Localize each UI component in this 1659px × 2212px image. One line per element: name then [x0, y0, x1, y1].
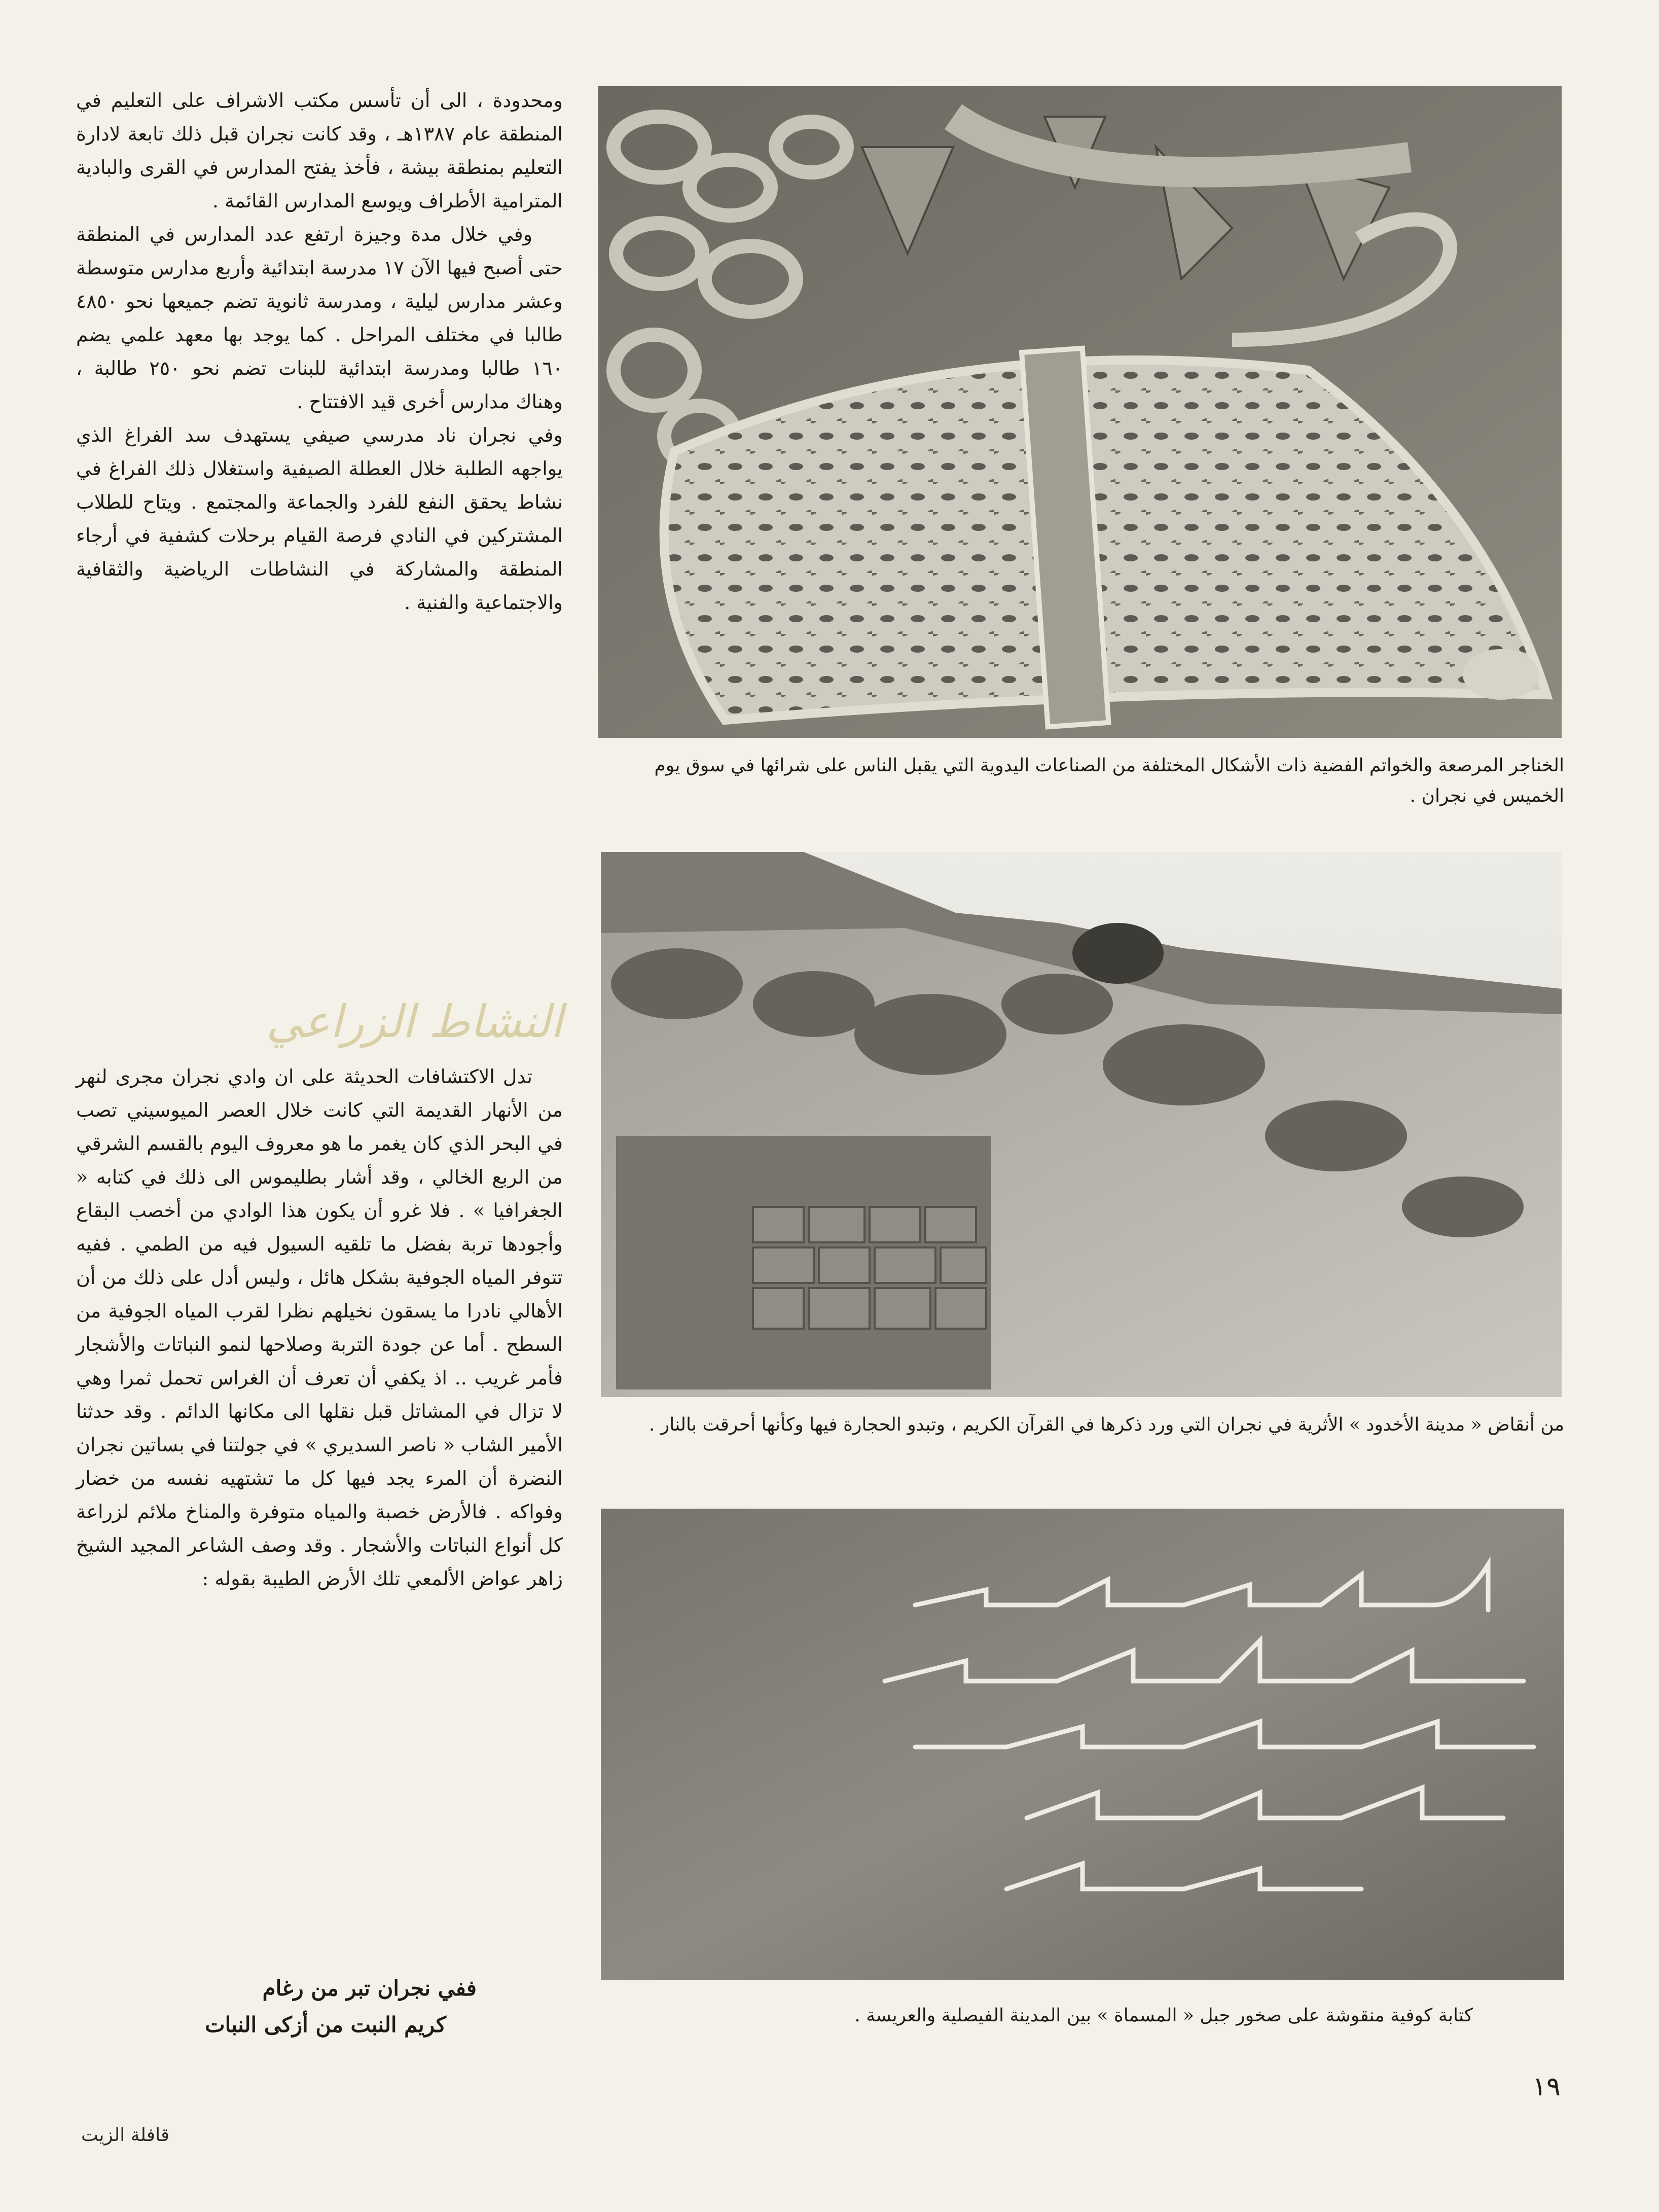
photo-caption: من أنقاض « مدينة الأخدود » الأثرية في نجران التي ورد ذكرها في القرآن الكريم ، وتبدو الحجارة فيها وكأنها أحرقت بالنار .	[648, 1414, 1564, 1435]
section-heading: النشاط الزراعي	[266, 995, 563, 1048]
inscription-image	[601, 1509, 1564, 1980]
photo-ukhdud-ruins	[601, 852, 1562, 1397]
article-paragraph: تدل الاكتشافات الحديثة على ان وادي نجران مجرى لنهر من الأنهار القديمة التي كانت خلال العصر الميوسيني تصب في البحر الذي كان يغمر ما هو معروف اليوم بالقسم الشرقي من الربع الخالي ، وقد أشار بطليموس الى ذلك في كتابه « الجغرافيا » . فلا غرو أن يكون هذا الوادي من أخصب البقاع وأجودها تربة بفضل ما تلقيه السيول فيه من الطمي . ففيه تتوفر المياه الجوفية بشكل هائل ، وليس أدل على ذلك من أن الأهالي نادرا ما يسقون نخيلهم نظرا لقرب المياه الجوفية من السطح . أما عن جودة التربة وصلاحها لنمو النباتات والأشجار فأمر غريب .. اذ يكفي أن تعرف أن الغراس تحمل ثمرا وهي لا تزال في المشاتل قبل نقلها الى مكانها الدائم . وقد حدثنا الأمير الشاب « ناصر السديري » في جولتنا في بساتين نجران النضرة أن المرء يجد فيها كل ما تشتهيه نفسه من خضار وفواكه . فالأرض خصبة والمياه متوفرة والمناخ ملائم لزراعة كل أنواع النباتات والأشجار . وقد وصف الشاعر المجيد الشيخ زاهر عواض الألمعي تلك الأرض الطيبة بقوله :	[76, 1065, 563, 1590]
poem-line: كريم النبت من أزكى النبات	[205, 2012, 446, 2037]
article-paragraph: ومحدودة ، الى أن تأسس مكتب الاشراف على التعليم في المنطقة عام ١٣٨٧هـ ، وقد كانت نجران قبل ذلك تابعة لادارة التعليم بمنطقة بيشة ، فأخذ يفتح المدارس في القرى والبادية المترامية الأطراف ويوسع المدارس القائمة .	[76, 89, 563, 212]
article-column-bottom	[76, 1060, 563, 1595]
page-number: ١٩	[1532, 2072, 1561, 2102]
article-paragraph: وفي خلال مدة وجيزة ارتفع عدد المدارس في المنطقة حتى أصبح فيها الآن ١٧ مدرسة ابتدائية وأربع مدارس متوسطة وعشر مدارس ليلية ، ومدرسة ثانوية تضم جميعها نحو ٤٨٥٠ طالبا في مختلف المراحل . كما يوجد بها معهد علمي يضم ١٦٠ طالبا ومدرسة ابتدائية للبنات تضم نحو ٢٥٠ طالبة ، وهناك مدارس أخرى قيد الافتتاح .	[76, 223, 563, 413]
article-paragraph: وفي نجران ناد مدرسي صيفي يستهدف سد الفراغ الذي يواجهه الطلبة خلال العطلة الصيفية واستغلال ذلك الفراغ في نشاط يحقق النفع للفرد والجماعة والمجتمع . ويتاح للطلاب المشتركين في النادي فرصة القيام برحلات كشفية في أرجاء المنطقة والمشاركة في النشاطات الرياضية والثقافية والاجتماعية والفنية .	[76, 424, 563, 614]
ruins-image	[601, 852, 1562, 1397]
photo-caption: الخناجر المرصعة والخواتم الفضية ذات الأشكال المختلفة من الصناعات اليدوية التي يقبل الناس على شرائها في سوق يوم الخميس في نجران .	[654, 755, 1564, 806]
daggers-image	[598, 86, 1562, 738]
magazine-name: قافلة الزيت	[81, 2125, 170, 2146]
poem	[86, 1970, 477, 2043]
article-column-top	[76, 84, 563, 619]
photo-caption: كتابة كوفية منقوشة على صخور جبل « المسماة » بين المدينة الفيصلية والعريسة .	[854, 2005, 1473, 2026]
photo-kufic-inscription	[601, 1509, 1564, 1980]
photo-daggers	[598, 86, 1562, 738]
poem-line: ففي نجران تبر من رغام	[262, 1976, 477, 2001]
